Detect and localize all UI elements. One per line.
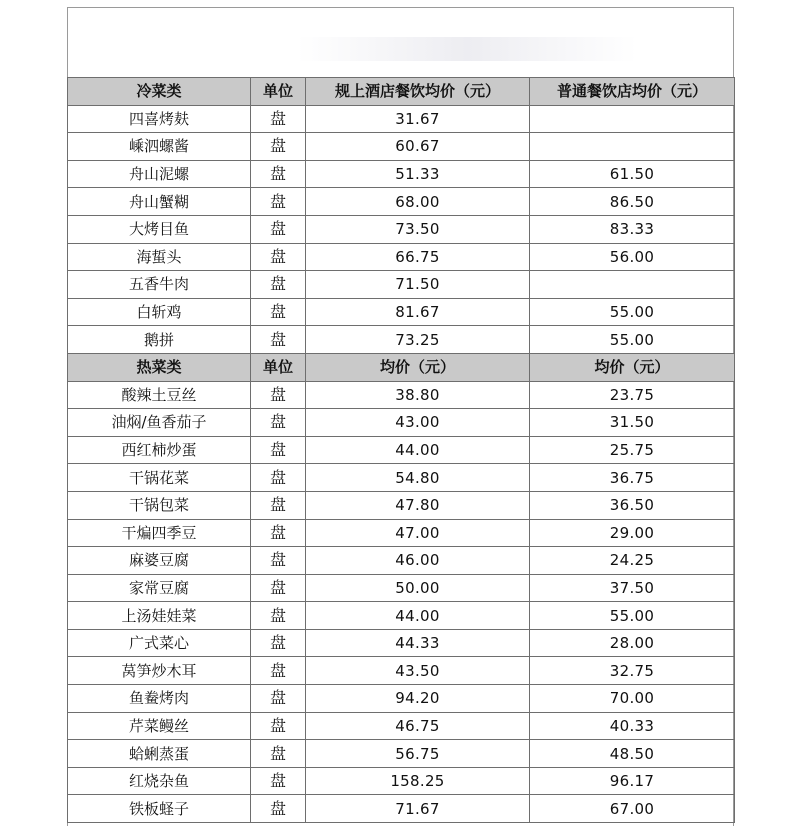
restaurant-price	[530, 271, 735, 299]
hot-unit-header: 单位	[251, 353, 306, 381]
dish-name: 四喜烤麸	[68, 105, 251, 133]
restaurant-price: 55.00	[530, 298, 735, 326]
restaurant-price: 40.33	[530, 712, 735, 740]
table-row	[68, 133, 735, 161]
hot-category-header: 热菜类	[68, 353, 251, 381]
table-row	[68, 215, 735, 243]
dish-name: 干锅花菜	[68, 464, 251, 492]
restaurant-price: 67.00	[530, 795, 735, 823]
hotel-price: 47.00	[306, 519, 530, 547]
dish-name: 嵊泗螺酱	[68, 133, 251, 161]
cold-unit-header: 单位	[251, 78, 306, 106]
table-row	[68, 188, 735, 216]
unit-cell: 盘	[251, 767, 306, 795]
table-row	[68, 574, 735, 602]
table-row	[68, 795, 735, 823]
hotel-price: 68.00	[306, 188, 530, 216]
dish-name: 上汤娃娃菜	[68, 602, 251, 630]
unit-cell: 盘	[251, 629, 306, 657]
hotel-price: 44.00	[306, 602, 530, 630]
dish-name: 芹菜鳗丝	[68, 712, 251, 740]
hotel-price: 73.50	[306, 215, 530, 243]
unit-cell: 盘	[251, 491, 306, 519]
unit-cell: 盘	[251, 795, 306, 823]
blank-title-area	[67, 7, 734, 77]
unit-cell: 盘	[251, 243, 306, 271]
hot-price-b-header: 均价（元）	[530, 353, 735, 381]
faded-title-remnant	[297, 37, 637, 61]
unit-cell: 盘	[251, 436, 306, 464]
restaurant-price: 83.33	[530, 215, 735, 243]
table-row	[68, 491, 735, 519]
table-row	[68, 436, 735, 464]
hotel-price: 81.67	[306, 298, 530, 326]
table-row	[68, 464, 735, 492]
table-row	[68, 712, 735, 740]
table-row	[68, 602, 735, 630]
restaurant-price: 23.75	[530, 381, 735, 409]
dish-name: 大烤目鱼	[68, 215, 251, 243]
hotel-price: 43.50	[306, 657, 530, 685]
table-row	[68, 547, 735, 575]
hotel-price: 94.20	[306, 685, 530, 713]
dish-name: 干锅包菜	[68, 491, 251, 519]
unit-cell: 盘	[251, 547, 306, 575]
cold-price-b-header: 普通餐饮店均价（元）	[530, 78, 735, 106]
hotel-price: 158.25	[306, 767, 530, 795]
dish-name: 干煸四季豆	[68, 519, 251, 547]
hotel-price: 43.00	[306, 409, 530, 437]
unit-cell: 盘	[251, 298, 306, 326]
dish-name: 西红柿炒蛋	[68, 436, 251, 464]
restaurant-price: 61.50	[530, 160, 735, 188]
dish-name: 白斩鸡	[68, 298, 251, 326]
restaurant-price	[530, 105, 735, 133]
table-row	[68, 271, 735, 299]
restaurant-price: 86.50	[530, 188, 735, 216]
restaurant-price: 31.50	[530, 409, 735, 437]
hot-header-row	[68, 353, 735, 381]
restaurant-price: 32.75	[530, 657, 735, 685]
hotel-price: 31.67	[306, 105, 530, 133]
table-row	[68, 767, 735, 795]
table-row	[68, 160, 735, 188]
hotel-price: 46.00	[306, 547, 530, 575]
hotel-price: 46.75	[306, 712, 530, 740]
restaurant-price: 36.50	[530, 491, 735, 519]
hotel-price: 50.00	[306, 574, 530, 602]
hotel-price: 47.80	[306, 491, 530, 519]
hot-price-a-header: 均价（元）	[306, 353, 530, 381]
hotel-price: 44.00	[306, 436, 530, 464]
unit-cell: 盘	[251, 712, 306, 740]
table-row	[68, 519, 735, 547]
unit-cell: 盘	[251, 574, 306, 602]
hotel-price: 38.80	[306, 381, 530, 409]
table-row	[68, 381, 735, 409]
hotel-price: 66.75	[306, 243, 530, 271]
dish-name: 鹅拼	[68, 326, 251, 354]
dish-name: 麻婆豆腐	[68, 547, 251, 575]
hotel-price: 54.80	[306, 464, 530, 492]
unit-cell: 盘	[251, 188, 306, 216]
restaurant-price: 70.00	[530, 685, 735, 713]
hotel-price: 56.75	[306, 740, 530, 768]
dish-name: 舟山蟹糊	[68, 188, 251, 216]
restaurant-price: 36.75	[530, 464, 735, 492]
unit-cell: 盘	[251, 602, 306, 630]
unit-cell: 盘	[251, 326, 306, 354]
unit-cell: 盘	[251, 519, 306, 547]
unit-cell: 盘	[251, 381, 306, 409]
table-row	[68, 105, 735, 133]
hotel-price: 60.67	[306, 133, 530, 161]
restaurant-price: 29.00	[530, 519, 735, 547]
table-row	[68, 685, 735, 713]
dish-name: 广式菜心	[68, 629, 251, 657]
restaurant-price: 37.50	[530, 574, 735, 602]
hotel-price: 71.50	[306, 271, 530, 299]
unit-cell: 盘	[251, 105, 306, 133]
table-row	[68, 326, 735, 354]
dish-name: 五香牛肉	[68, 271, 251, 299]
dish-name: 蛤蜊蒸蛋	[68, 740, 251, 768]
dish-name: 铁板蛏子	[68, 795, 251, 823]
dish-name: 海蜇头	[68, 243, 251, 271]
dish-name: 酸辣土豆丝	[68, 381, 251, 409]
table-row	[68, 409, 735, 437]
restaurant-price: 55.00	[530, 326, 735, 354]
hotel-price: 44.33	[306, 629, 530, 657]
unit-cell: 盘	[251, 215, 306, 243]
unit-cell: 盘	[251, 685, 306, 713]
restaurant-price: 55.00	[530, 602, 735, 630]
table-row	[68, 298, 735, 326]
table-row	[68, 243, 735, 271]
hotel-price: 73.25	[306, 326, 530, 354]
restaurant-price: 25.75	[530, 436, 735, 464]
dish-name: 油焖/鱼香茄子	[68, 409, 251, 437]
table-row	[68, 657, 735, 685]
restaurant-price: 56.00	[530, 243, 735, 271]
dish-name: 家常豆腐	[68, 574, 251, 602]
hotel-price: 51.33	[306, 160, 530, 188]
dish-name: 鱼鲞烤肉	[68, 685, 251, 713]
dish-name: 莴笋炒木耳	[68, 657, 251, 685]
table-row	[68, 629, 735, 657]
cold-header-row	[68, 78, 735, 106]
restaurant-price: 28.00	[530, 629, 735, 657]
unit-cell: 盘	[251, 133, 306, 161]
dish-name: 舟山泥螺	[68, 160, 251, 188]
dish-name: 红烧杂鱼	[68, 767, 251, 795]
table-row	[68, 740, 735, 768]
cold-category-header: 冷菜类	[68, 78, 251, 106]
price-table	[67, 77, 735, 823]
unit-cell: 盘	[251, 160, 306, 188]
cold-price-a-header: 规上酒店餐饮均价（元）	[306, 78, 530, 106]
unit-cell: 盘	[251, 409, 306, 437]
restaurant-price: 24.25	[530, 547, 735, 575]
unit-cell: 盘	[251, 464, 306, 492]
restaurant-price: 48.50	[530, 740, 735, 768]
unit-cell: 盘	[251, 271, 306, 299]
restaurant-price	[530, 133, 735, 161]
unit-cell: 盘	[251, 740, 306, 768]
hotel-price: 71.67	[306, 795, 530, 823]
restaurant-price: 96.17	[530, 767, 735, 795]
unit-cell: 盘	[251, 657, 306, 685]
